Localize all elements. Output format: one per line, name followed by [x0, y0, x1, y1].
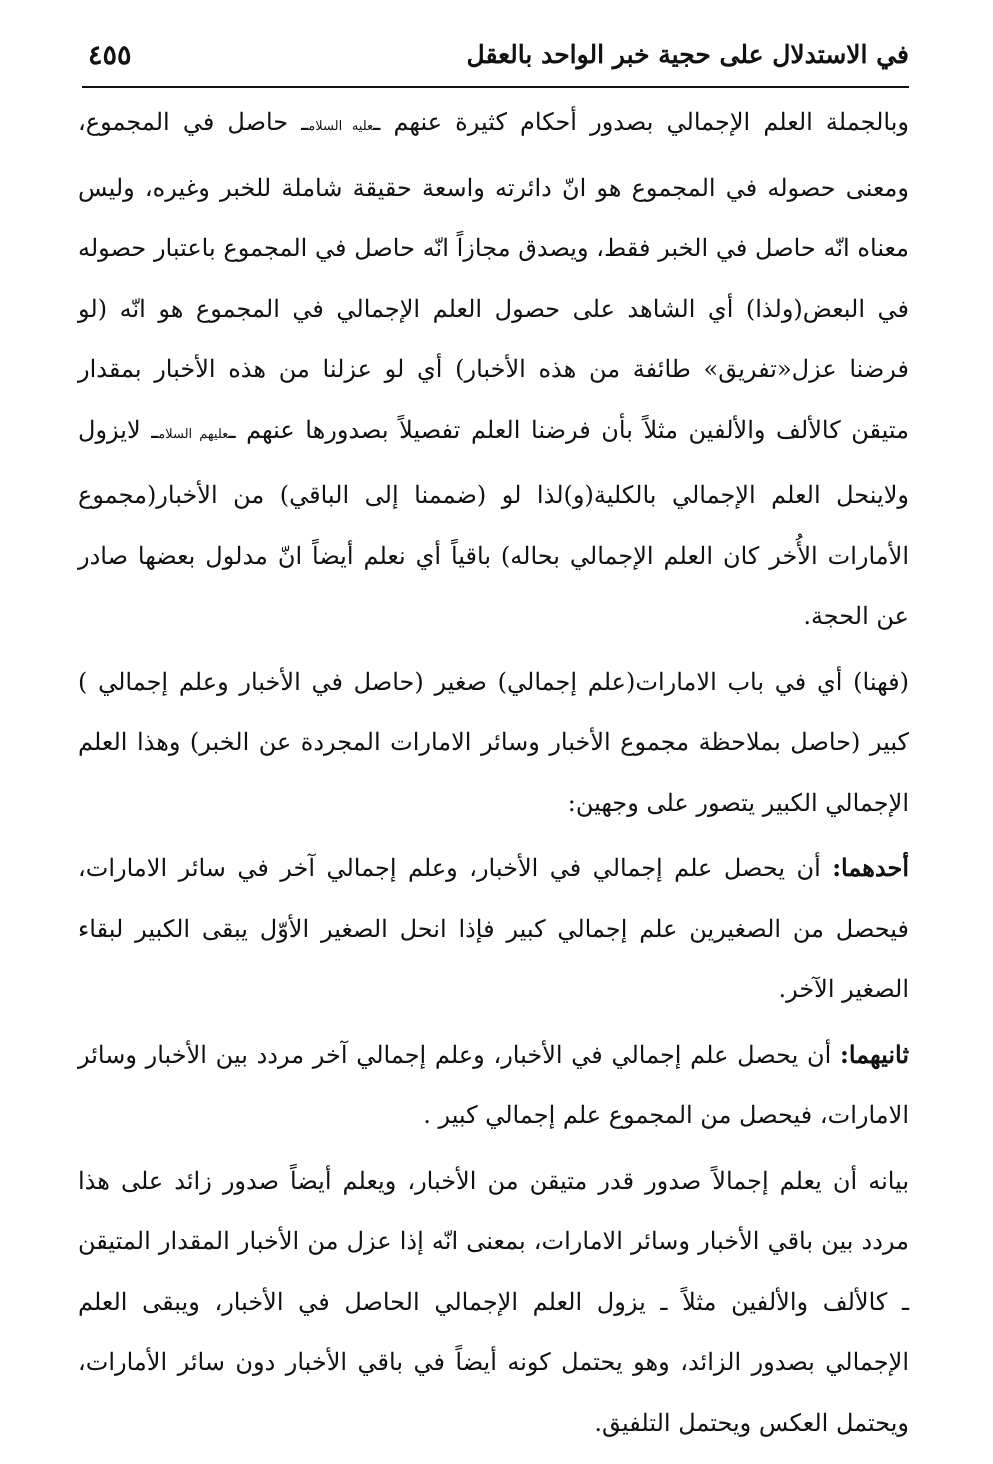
paragraph-2	[78, 652, 909, 834]
paragraph-1-text-c: ـ لايزول ولاينحل العلم الإجمالي بالكلية(و)لذا لو (ضممنا إلى الباقي) من الأخبار(مجموع الأمارات الأُخر كان العلم الإجمالي بحاله) باقياً أي نعلم أيضاً انّ مدلول بعضها صادر عن الحجة.	[78, 415, 909, 630]
running-header	[82, 30, 909, 88]
paragraph-3	[78, 838, 909, 1020]
honorific-phrase-2: عليهم السلام	[158, 426, 229, 442]
paragraph-3-lead: أحدهما:	[832, 853, 909, 882]
paragraph-2-text: (فهنا) أي في باب الامارات(علم إجمالي) صغير (حاصل في الأخبار وعلم إجمالي ) كبير (حاصل بملاحظة مجموع الأخبار وسائر الامارات المجردة عن الخبر) وهذا العلم الإجمالي الكبير يتصور على وجهين:	[78, 667, 909, 817]
paragraph-3-text: أن يحصل علم إجمالي في الأخبار، وعلم إجمالي آخر في سائر الامارات، فيحصل من الصغيرين علم إجمالي كبير فإذا انحل الصغير الأوّل يبقى الكبير لبقاء الصغير الآخر.	[78, 854, 909, 1003]
paragraph-5-text: بيانه أن يعلم إجمالاً صدور قدر متيقن من الأخبار، ويعلم أيضاً صدور زائد على هذا مردد بين باقي الأخبار وسائر الامارات، بمعنى انّه إذا عزل من الأخبار المقدار المتيقن ـ كالألف والألفين مثلاً ـ يزول العلم الإجمالي الحاصل في الأخبار، ويبقى العلم الإجمالي بصدور الزائد، وهو يحتمل كونه أيضاً في باقي الأخبار دون سائر الأمارات، ويحتمل العكس ويحتمل التلفيق.	[78, 1166, 910, 1437]
paragraph-4-lead: ثانيهما:	[839, 1039, 909, 1069]
paragraph-4	[78, 1025, 909, 1146]
paragraph-4-text: أن يحصل علم إجمالي في الأخبار، وعلم إجمالي آخر مردد بين الأخبار وسائر الامارات، فيحصل من المجموع علم إجمالي كبير .	[78, 1040, 909, 1129]
paragraph-1-text-a: وبالجملة العلم الإجمالي بصدور أحكام كثيرة عنهم ـ	[373, 108, 909, 136]
page-number: ٤٥٥	[88, 40, 132, 71]
paragraph-1	[78, 92, 909, 647]
honorific-phrase: عليه السلام	[308, 119, 374, 134]
paragraph-1-text-b: ـ حاصل في المجموع، ومعنى حصوله في المجموع هو انّ دائرته واسعة حقيقة شاملة للخبر وغيره، وليس معناه انّه حاصل في الخبر فقط، ويصدق مجازاً انّه حاصل في المجموع باعتبار حصوله في البعض(ولذا) أي الشاهد على حصول العلم الإجمالي في المجموع هو انّه (لو فرضنا عزل«تفريق» طائفة من هذه الأخبار) أي لو عزلنا من هذه الأخبار بمقدار متيقن كالألف والألفين مثلاً بأن فرضنا العلم تفصيلاً بصدورها عنهم ـ	[78, 108, 909, 444]
paragraph-5	[78, 1151, 909, 1454]
header-title: في الاستدلال على حجية خبر الواحد بالعقل	[466, 40, 909, 69]
body-text	[78, 92, 909, 1453]
